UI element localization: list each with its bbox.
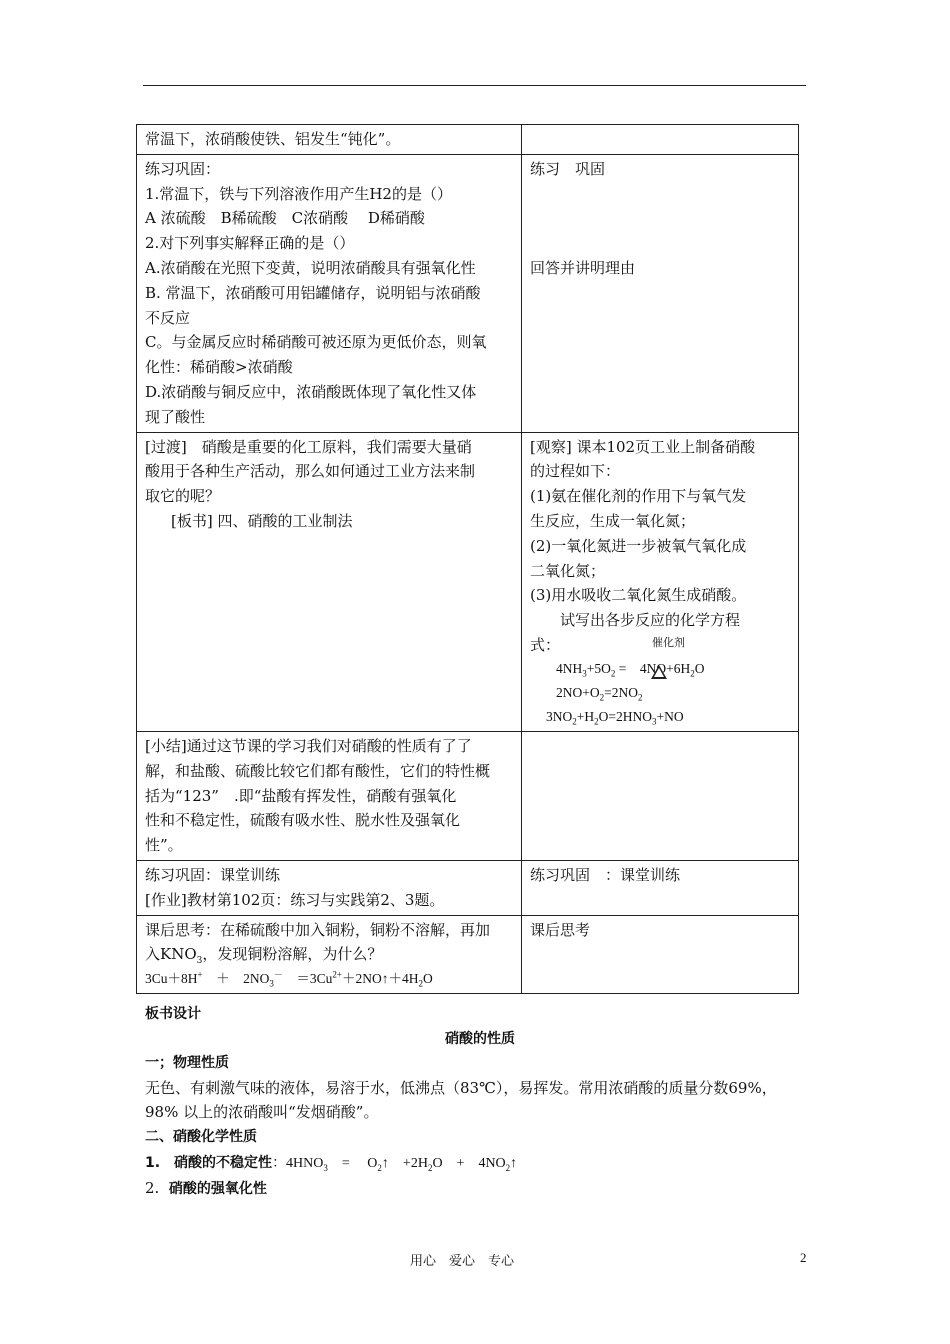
lesson-table: [136, 124, 799, 994]
board-title: 硝酸的性质: [445, 1030, 515, 1047]
equation-2: $2NO+O_2=2NO_2$: [556, 684, 643, 703]
row4-right: [522, 731, 799, 860]
page-number: 2: [800, 1250, 807, 1265]
row1-left: 常温下，浓硝酸使铁、铝发生“钝化”。: [137, 125, 522, 155]
header-rule: [143, 85, 806, 86]
board-heading: 板书设计: [145, 1006, 201, 1022]
row5-right: 练习巩固 ：课堂训练: [522, 860, 799, 915]
catalyst-label: 催化剂: [652, 635, 685, 649]
item-instability: 1. 硝酸的不稳定性：$4HNO_3$ = $O_2↑$ $+2H_2O$ + $4NO_2↑$: [145, 1154, 518, 1173]
row3-left: [过渡] 硝酸是重要的化工原料，我们需要大量硝 酸用于各种生产活动，那么如何通过工业方法来制 取它的呢？ [板书] 四、硝酸的工业制法: [137, 432, 522, 731]
row5-left: 练习巩固：课堂训练 [作业]教材第102页：练习与实践第2、3题。: [137, 860, 522, 915]
equation-1: $4NH_3+5O_2$ = $4NO+6H_2O$: [556, 660, 705, 679]
row2-right: 练习 巩固 回答并讲明理由: [522, 154, 799, 432]
equation-3: $3NO_2+H_2O=2HNO_3+NO$: [546, 708, 684, 727]
table-row: [137, 860, 799, 915]
physical-text-2: 98% 以上的浓硝酸叫“发烟硝酸”。: [145, 1103, 379, 1122]
row3-right: [观察] 课本102页工业上制备硝酸 的过程如下： (1)氨在催化剂的作用下与氧气发 生反应，生成一氧化氮； (2)一氧化氮进一步被氧气氧化成 二氧化氮； (3)用水吸收二氧化氮生成硝酸。 试写出各步反应的化学方程 式： 催化剂 $4NH_3+5O_2$ = $4NO+6H_2O$ $2NO+O_2=2NO_2$ $3NO_2+H_2O=2HNO_3+NO$: [522, 432, 799, 731]
heat-triangle-icon: [651, 665, 667, 679]
row2-left: 练习巩固： 1.常温下，铁与下列溶液作用产生H2的是（） A 浓硫酸 B稀硫酸 C浓硝酸 D稀硝酸 2.对下列事实解释正确的是（） A.浓硝酸在光照下变黄，说明浓硝酸具有强氧化性 B. 常温下，浓硝酸可用铝罐储存，说明铝与浓硝酸 不反应 C。与金属反应时稀硝酸可被还原为更低价态，则氧 化性：稀硝酸>浓硝酸 D.浓硝酸与铜反应中，浓硝酸既体现了氧化性又体 现了酸性: [137, 154, 522, 432]
footer-motto: 用心 爱心 专心: [410, 1254, 515, 1269]
table-row: [137, 731, 799, 860]
board-design: [145, 1002, 815, 1201]
equation-1-block: 式： 催化剂: [530, 633, 790, 657]
table-row: [137, 915, 799, 994]
section-physical: 一；物理性质: [145, 1055, 229, 1072]
item-oxidizing: 2. 硝酸的强氧化性: [145, 1178, 267, 1197]
ionic-equation: 3Cu＋8H+ ＋ $2NO_3^-$ $=3Cu^{2+}+2NO↑+4H_2O$: [145, 969, 433, 989]
table-row: [137, 154, 799, 432]
table-row: [137, 125, 799, 155]
question-line-2: 入$KNO_3$，发现铜粉溶解，为什么？: [145, 945, 383, 967]
section-chemical: 二、硝酸化学性质: [145, 1128, 257, 1145]
physical-text-1: 无色、有刺激气味的液体，易溶于水，低沸点（83℃），易挥发。常用浓硝酸的质量分数69%，: [145, 1078, 777, 1097]
row1-right: [522, 125, 799, 155]
row6-left: 课后思考：在稀硫酸中加入铜粉，铜粉不溶解，再加 入$KNO_3$，发现铜粉溶解，为什么？ 3Cu＋8H+ ＋ $2NO_3^-$ $=3Cu^{2+}+2NO↑+4H_2O$: [137, 915, 522, 994]
row4-left: [小结]通过这节课的学习我们对硝酸的性质有了了 解，和盐酸、硫酸比较它们都有酸性，它们的特性概 括为“123” .即“盐酸有挥发性，硝酸有强氧化 性和不稳定性，硫酸有吸水性、脱水性及强氧化 性”。: [137, 731, 522, 860]
table-row: [137, 432, 799, 731]
row6-right: 课后思考: [522, 915, 799, 994]
